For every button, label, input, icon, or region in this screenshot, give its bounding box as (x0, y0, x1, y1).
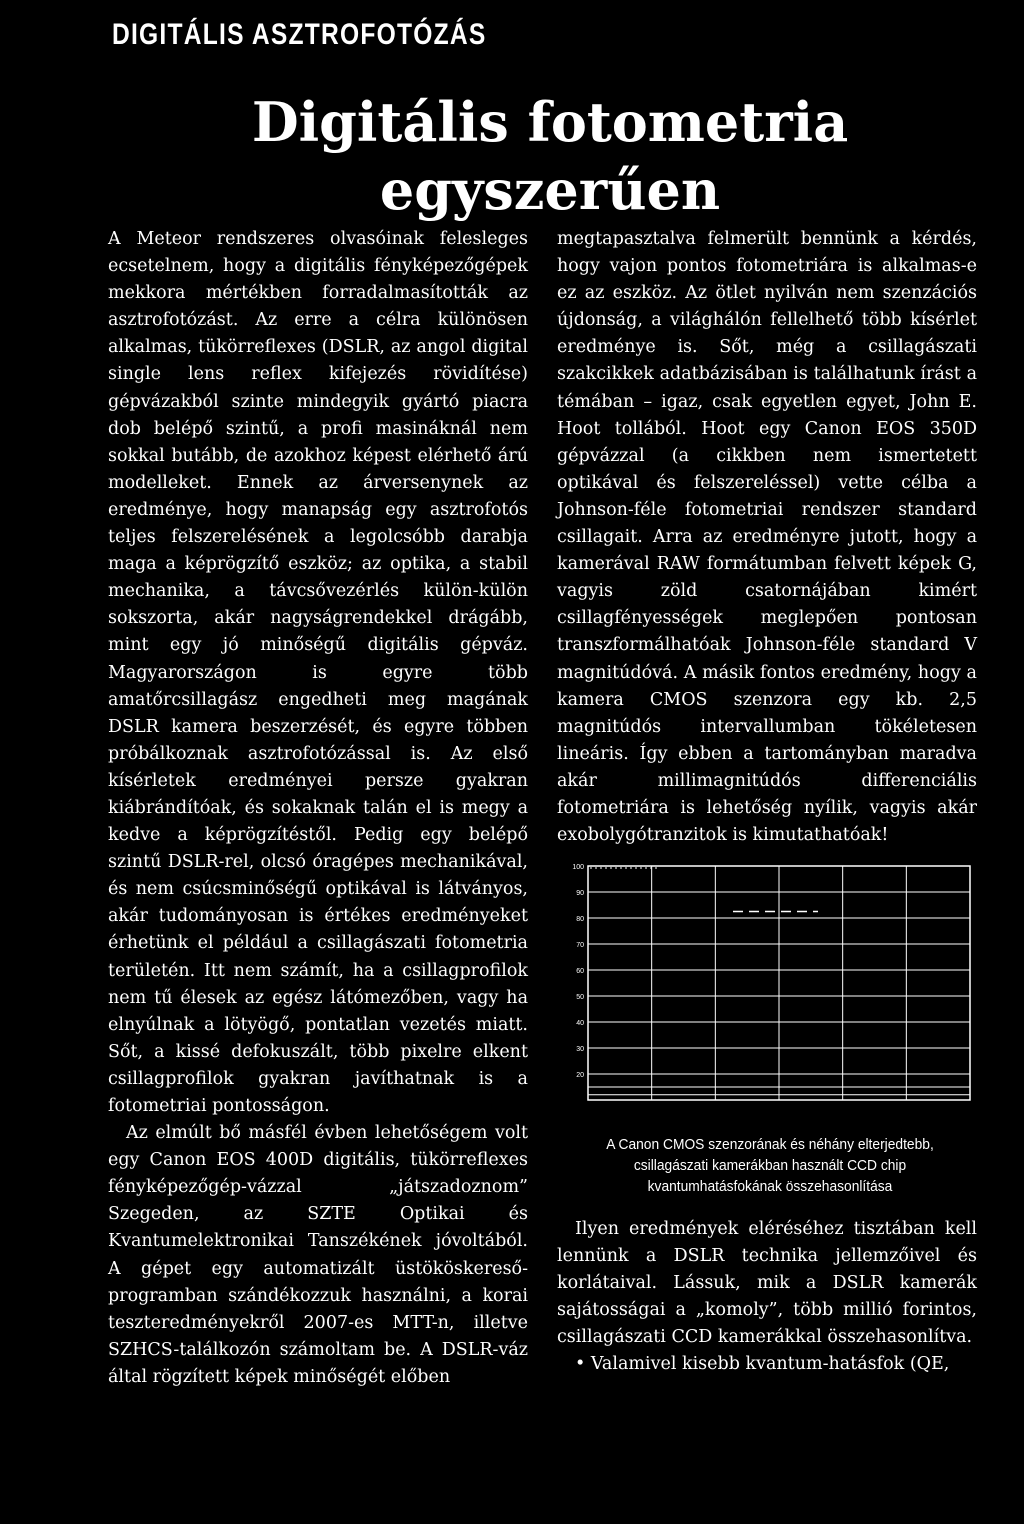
right-paragraph-2: Ilyen eredmények eléréséhez tisztában kell lennünk a DSLR technika jellemzőivel és korlátaival. Lássuk, mik a DSLR kamerák sajátosságai a „komoly”, több millió forintos, csillagászati CCD kamerákkal összehasonlítva. (557, 1219, 977, 1348)
left-column (108, 226, 528, 1391)
left-paragraph-1: A Meteor rendszeres olvasóinak felesleges ecsetelnem, hogy a digitális fényképezőgépek mekkora mértékben forradalmasították az asztrofotózást. Az erre a célra különösen alkalmas, tükörreflexes (DSLR, az angol digital single lens reflex kifejezés rövidítése) gépvázakból szinte mindegyik gyártó piacra dob belépő szintű, a profi masináknál nem sokkal butább, de azokhoz képest elérhető árú modelleket. Ennek az árversenynek az eredménye, hogy manapság egy asztrofotós teljes felszerelésének a legolcsóbb darabja maga a képrögzítő eszköz; az optika, a stabil mechanika, a távcsővezérlés külön-külön sokszorta, akár nagyságrendekkel drágább, mint egy jó minőségű digitális gépváz. Magyarországon is egyre több amatőrcsillagász engedheti meg magának DSLR kamera beszerzését, és egyre többen próbálkoznak asztrofotózással is. Az első kísérletek eredményei persze gyakran kiábrándítóak, és sokaknak talán el is megy a kedve a képrögzítéstől. Pedig egy belépő szintű DSLR-rel, olcsó óragépes mechanikával, és nem csúcsminőségű optikával is látványos, akár tudományosan is értékes eredményeket érhetünk el például a csillagászati fotometria területén. Itt nem számít, ha a csillagprofilok nem tű élesek az egész látómezőben, vagy ha elnyúlnak a lötyögő, pontatlan vezetés miatt. Sőt, a kissé defokuszált, több pixelre elkent csillagprofilok gyakran javíthatnak is a fotometriai pontosságon. (108, 229, 528, 1116)
y-tick-label: 90 (576, 890, 584, 897)
y-tick-label: 20 (576, 1072, 584, 1079)
article-title (200, 88, 900, 224)
section-header: DIGITÁLIS ASZTROFOTÓZÁS (112, 18, 487, 51)
y-tick-label: 80 (576, 916, 584, 923)
caption-line-3: kvantumhatásfokának összehasonlítása (647, 1178, 893, 1195)
right-column-lower (557, 1216, 977, 1379)
right-column (557, 226, 977, 849)
figure-caption (577, 1134, 963, 1197)
y-tick-label: 70 (576, 942, 584, 949)
y-tick-label: 60 (576, 968, 584, 975)
title-line-1: Digitális fotometria (251, 90, 849, 154)
left-paragraph-2: Az elmúlt bő másfél évben lehetőségem volt egy Canon EOS 400D digitális, tükörreflexes fényképezőgép-vázzal „játszadoznom” Szegeden, az SZTE Optikai és Kvantumelektronikai Tanszékének jóvoltából. A gépet egy automatizált üstököskereső-programban szándékozzuk használni, a korai teszteredményekről 2007-es MTT-n, illetve SZHCS-találkozón számoltam be. A DSLR-váz által rögzített képek minőségét előben (108, 1123, 528, 1387)
qe-chart-svg (560, 852, 980, 1112)
title-line-2: egyszerűen (379, 158, 721, 222)
y-tick-label: 40 (576, 1020, 584, 1027)
y-tick-label: 50 (576, 994, 584, 1001)
bullet-item: • Valamivel kisebb kvantum-hatásfok (QE, (575, 1354, 950, 1375)
right-paragraph-1: megtapasztalva felmerült bennünk a kérdés, hogy vajon pontos fotometriára is alkalmas-e ez az eszköz. Az ötlet nyilván nem szenzációs újdonság, a világhálón fellelhető több kísérlet eredménye is. Sőt, még a csillagászati szakcikkek adatbázisában is találhatunk írást a témában – igaz, csak egyetlen egyet, John E. Hoot tollából. Hoot egy Canon EOS 350D gépvázzal (a cikkben nem ismertetett optikával és felszereléssel) vette célba a Johnson-féle fotometriai rendszer standard csillagait. Arra az eredményre jutott, hogy a kamerával RAW formátumban felvett képek G, vagyis zöld csatornájában kimért csillagfényességek meglepően pontosan transzformálhatóak Johnson-féle standard V magnitúdóvá. A másik fontos eredmény, hogy a kamera CMOS szenzora egy kb. 2,5 magnitúdós intervallumban tökéletesen lineáris. Így ebben a tartományban maradva akár millimagnitúdós differenciális fotometriára is lehetőség nyílik, vagyis akár exobolygótranzitok is kimutathatóak! (557, 229, 977, 846)
caption-line-2: csillagászati kamerákban használt CCD chip (633, 1157, 907, 1174)
y-tick-label: 30 (576, 1046, 584, 1053)
y-tick-label: 100 (572, 864, 584, 871)
qe-chart (560, 852, 980, 1112)
caption-line-1: A Canon CMOS szenzorának és néhány elterjedtebb, (606, 1136, 934, 1153)
